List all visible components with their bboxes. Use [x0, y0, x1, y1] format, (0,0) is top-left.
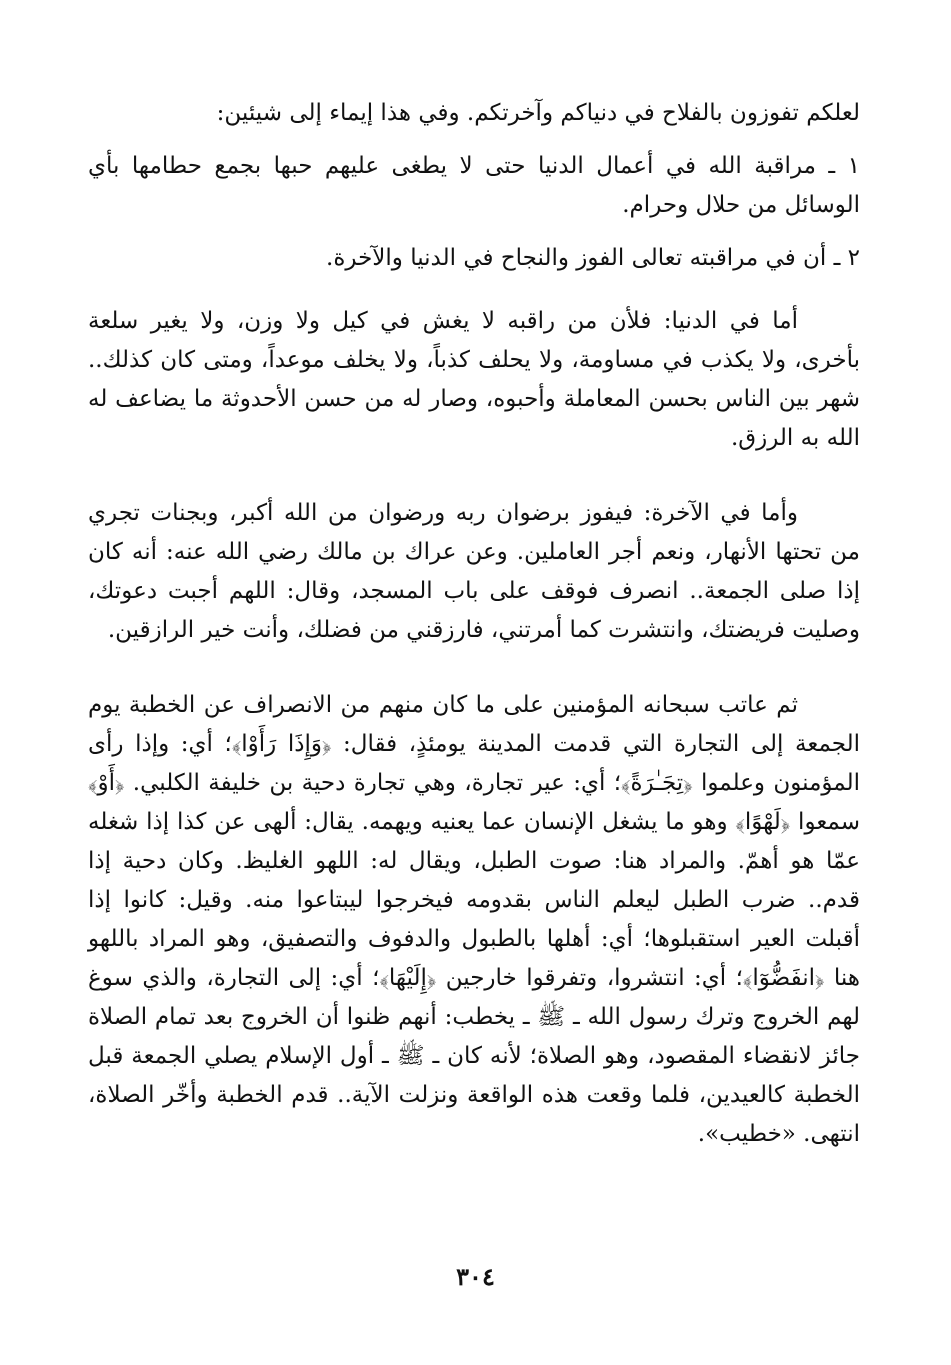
- paragraph-reproach: ثم عاتب سبحانه المؤمنين على ما كان منهم من الانصراف عن الخطبة يوم الجمعة إلى التجارة التي قدمت المدينة يومئذٍ، فقال: ﴿وَإِذَا رَأَوْا﴾؛ أي: وإذا رأى المؤمنون وعلموا ﴿تِجَـٰرَةً﴾؛ أي: عير تجارة، وهي تجارة دحية بن خليفة الكلبي. ﴿أَوْ﴾ سمعوا ﴿لَهْوًا﴾ وهو ما يشغل الإنسان عما يعنيه ويهمه. يقال: ألهى عن كذا إذا شغله عمّا هو أهمّ. والمراد هنا: صوت الطبل، ويقال له: اللهو الغليظ. وكان دحية إذا قدم.. ضرب الطبل ليعلم الناس بقدومه فيخرجوا ليبتاعوا منه. وقيل: كانوا إذا أقبلت العير استقبلوها؛ أي: أهلها بالطبول والدفوف والتصفيق، وهو المراد باللهو هنا ﴿انفَضُّوٓا﴾؛ أي: انتشروا، وتفرقوا خارجين ﴿إِلَيْهَا﴾؛ أي: إلى التجارة، والذي سوغ لهم الخروج وترك رسول الله ـ ﷺ ـ يخطب: أنهم ظنوا أن الخروج بعد تمام الصلاة جائز لانقضاء المقصود، وهو الصلاة؛ لأنه كان ـ ﷺ ـ أول الإسلام يصلي الجمعة قبل الخطبة كالعيدين، فلما وقعت هذه الواقعة ونزلت الآية.. قدم الخطبة وأخّر الصلاة، انتهى. «خطيب».: [88, 692, 861, 1147]
- paragraph-worldly: أما في الدنيا: فلأن من راقبه لا يغش في كيل ولا وزن، ولا يغير سلعة بأخرى، ولا يكذب في مساومة، ولا يحلف كذباً، ولا يخلف موعداً، ومتى كان كذلك.. شهر بين الناس بحسن المعاملة وأحبوه، وصار له من حسن الأحدوثة ما يضاعف له الله به الرزق.: [88, 308, 860, 451]
- paragraph-point-2: ٢ ـ أن في مراقبته تعالى الفوز والنجاح في الدنيا والآخرة.: [326, 245, 860, 271]
- page-number: ٣٠٤: [456, 1262, 495, 1291]
- paragraph-point-1: ١ ـ مراقبة الله في أعمال الدنيا حتى لا يطغى عليهم حبها بجمع حطامها بأي الوسائل من حلال وحرام.: [88, 153, 860, 218]
- paragraph-hereafter: وأما في الآخرة: فيفوز برضوان ربه ورضوان من الله أكبر، وبجنات تجري من تحتها الأنهار، ونعم أجر العاملين. وعن عراك بن مالك رضي الله عنه: أنه كان إذا صلى الجمعة.. انصرف فوقف على باب المسجد، وقال: اللهم أجبت دعوتك، وصليت فريضتك، وانتشرت كما أمرتني، فارزقني من فضلك، وأنت خير الرازقين.: [88, 500, 860, 643]
- paragraph-intro: لعلكم تفوزون بالفلاح في دنياكم وآخرتكم. وفي هذا إيماء إلى شيئين:: [216, 100, 860, 126]
- page-body: [88, 94, 860, 1154]
